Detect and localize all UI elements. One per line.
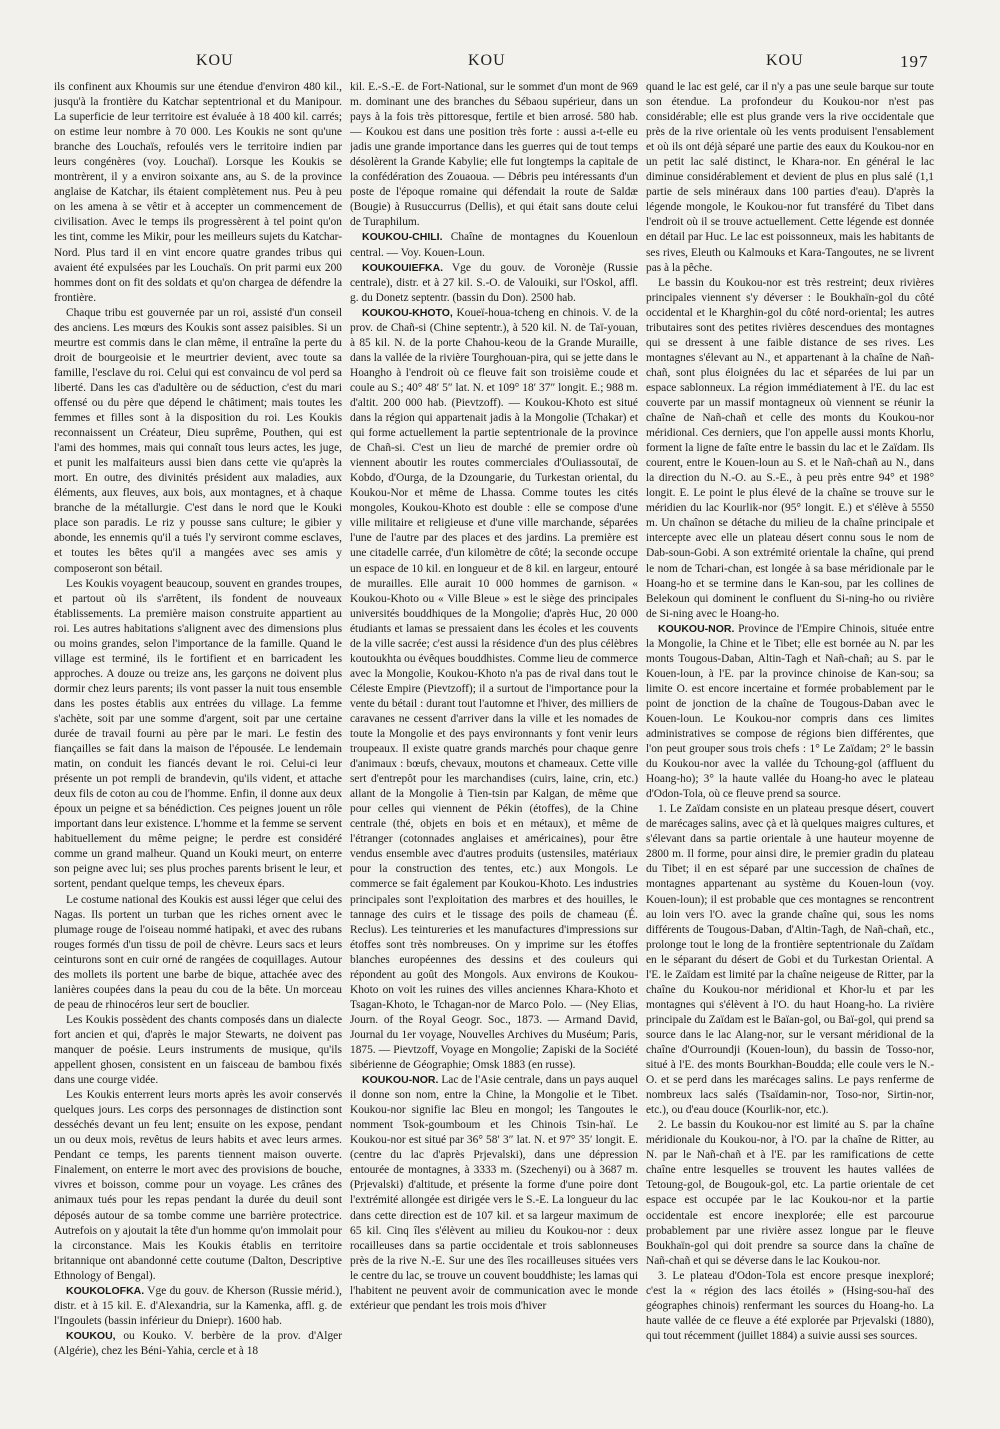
running-head-right: KOU bbox=[766, 52, 804, 69]
paragraph: Chaque tribu est gouvernée par un roi, assisté d'un conseil des anciens. Les mœurs des Koukis sont assez paisibles. Si un meurtre est commis dans le clan même, il entraîne la perte du droit de bourgeoisie et le meurtrier devient, avec toute sa famille, l'esclave du roi. Celui qui est convaincu de vol perd sa liberté. Dans les cas d'adultère ou de séduction, c'est du mari offensé ou du père que dépend le châtiment; mais toutes les femmes et filles sont à la disposition du roi. Les Koukis reconnaissent un Créateur, Dieu suprême, Pouthen, qui est l'ami des hommes, mais qui connaît tous leurs actes, les juge, et punit les malfaiteurs aussi bien dans cette vie qu'après la mort. En outre, des divinités président aux maladies, aux éléments, aux fleuves, aux bois, aux montagnes, et à chaque branche de la métallurgie. C'est dans le nord que le Kouki place son paradis. Le riz y pousse sans culture; le gibier y abonde, les ennemis qu'il a tués l'y serviront comme esclaves, et toutes les bêtes qu'il a mangées avec ses amis y composeront son bétail. bbox=[54, 306, 342, 575]
page-number: 197 bbox=[900, 52, 929, 71]
paragraph: Les Koukis voyagent beaucoup, souvent en grandes troupes, et partout où ils s'arrêtent, ils fondent de nouveaux établissements. La première maison construite appartient au roi. Les autres habitations s'alignent avec des dimensions plus ou moins grandes, selon l'importance de la famille. Quand le village est terminé, ils le fortifient et en barricadent les approches. A douze ou treize ans, les garçons ne doivent plus dormir chez leurs parents; ils vont passer la nuit tous ensemble dans les postes établis aux entrées du village. La femme s'achète, soit par une somme d'argent, soit par une certaine durée de travail fourni au père par le mari. Le festin des fiançailles se fait dans la maison de l'épousée. Le lendemain matin, on conduit les fiancés devant le roi. Celui-ci leur présente un pot rempli de brandevin, qu'ils vident, et attache deux fils de coton au cou de l'homme. Enfin, il donne aux deux époux un peigne et sa bénédiction. Ces peignes jouent un rôle important dans leur existence. L'homme et la femme se servent habituellement du même peigne; le perdre est considéré comme un grand malheur. Quand un Kouki meurt, on enterre son peigne avec lui; ses plus proches parents brisent le leur, et sortent, pendant quelque temps, les cheveux épars. bbox=[54, 577, 342, 891]
paragraph: Le costume national des Koukis est aussi léger que celui des Nagas. Ils portent un turban que les riches ornent avec le plumage rouge de l'oiseau nommé hatipaki, et avec des rubans rouges formés d'un tissu de poil de chèvre. Leurs sacs et leurs ceinturons sont en cuir orné de rangées de coquillages. Autour des mollets ils portent une barbe de bique, attachée avec des lanières coupées dans la peau du cou de la bête. Un morceau de peau de rhinocéros leur sert de bouclier. bbox=[54, 893, 342, 1011]
entry-koukou bbox=[54, 1329, 342, 1359]
paragraph: kil. E.-S.-E. de Fort-National, sur le sommet d'un mont de 969 m. dominant une des branches du Sébaou supérieur, dans un pays à la fois très pittoresque, fertile et bien arrosé. 580 hab. — Koukou est dans une position très forte : aussi a-t-elle eu jadis une grande importance dans les guerres qui de tout temps désolèrent la Grande Kabylie; elle fut longtemps la capitale de la confédération des Zouaoua. — Débris peu intéressants d'un poste de l'époque romaine qui défendait la route de Saldæ (Bougie) à Rusuccurrus (Dellis), et qui était sans doute celui de Turaphilum. bbox=[350, 81, 638, 229]
paragraph: ils confinent aux Khoumis sur une étendue d'environ 480 kil., jusqu'à la frontière du Katchar septentrional et du Manipour. La superficie de leur territoire est évaluée à 18 400 kil. carrés; on estime leur nombre à 70 000. Les Koukis ne sont qu'une branche des Louchaïs, refoulés vers le territoire indien par leurs congénères (voy. Louchaï). Lorsque les Koukis se montrèrent, il y a environ soixante ans, au S. de la province anglaise de Katchar, ils étaient complètement nus. Peu à peu on les amena à se vêtir et à accepter un commencement de civilisation. Avec le temps ils progressèrent à tel point qu'on les tint, comme les Mikir, pour les meilleurs sujets du Katchar-Nord. Plus tard il en vint encore quatre grandes tribus qui avaient été expulsées par les Louchaïs. On prit parmi eux 200 hommes dont on fit des soldats et qu'on chargea de défendre la frontière. bbox=[54, 81, 342, 304]
paragraph: Les Koukis enterrent leurs morts après les avoir conservés quelques jours. Les corps des personnages de distinction sont desséchés devant un feu lent; ensuite on les expose, pendant un ou deux mois, revêtus de leurs habits et avec leurs armes. Pendant ce temps, les parents tiennent maison ouverte. Finalement, on enterre le mort avec des provisions de bouche, vivres et boisson, comme pour un voyage. Les crânes des animaux tués pour les repas pendant la durée du deuil sont déposés autour de sa tombe comme une barrière protectrice. Autrefois on y ajoutait la tête d'un homme qu'on immolait pour la circonstance. Mais les Koukis établis en territoire britannique ont abandonné cette coutume (Dalton, Descriptive Ethnology of Bengal). bbox=[54, 1089, 342, 1282]
entry-text: Province de l'Empire Chinois, située entre la Mongolie, la Chine et le Tibet; elle est bornée au N. par les monts Tougous-Daban, Altin-Tagh et Nañ-chañ; au S. par le Kouen-loun, à l'E. par la province chinoise de Kan-sou; sa limite O. est encore incertaine et formée probablement par le point de jonction de la chaîne de Tougous-Daban avec le Kouen-loun. Le Koukou-nor compris dans ces limites administratives se compose de régions bien différentes, que l'on peut grouper sous trois chefs : 1° Le Zaïdam; 2° le bassin du Koukou-nor avec la vallée du Tchoung-gol (affluent du Hoang-ho); 3° la haute vallée du Hoang-ho avec le plateau d'Odon-Tola, où ce fleuve prend sa source. bbox=[646, 622, 934, 801]
entry-koukou-nor-province bbox=[646, 622, 934, 803]
column-1 bbox=[54, 80, 342, 1420]
entry-text: Chaîne de montagnes du Kouenloun central. — Voy. Kouen-Loun. bbox=[350, 231, 638, 259]
entry-text: ou Kouko. V. berbère de la prov. d'Alger (Algérie), chez les Béni-Yahia, cercle et à 18 bbox=[54, 1329, 342, 1357]
running-head-center: KOU bbox=[468, 52, 506, 69]
entry-text: Vge du gouv. de Voronèje (Russie centrale), distr. et à 27 kil. S.-O. de Valouiki, sur l'Oskol, affl. g. du Donetz septentr. (bassin du Don). 2500 hab. bbox=[350, 261, 638, 304]
paragraph: 2. Le bassin du Koukou-nor est limité au S. par la chaîne méridionale du Koukou-nor, à l'O. par la chaîne de Ritter, au N. par le Nañ-chañ et à l'E. par les ramifications de cette chaîne entre lesquelles se trouvent les hautes vallées de Tetoung-gol, de Bougouk-gol, etc. La partie orientale de cet espace est occupée par le lac Koukou-nor et la partie occidentale est encore inexplorée; elle est parcourue probablement par une rivière assez longue par le fleuve Boukhaïn-gol qui doit prendre sa source dans la chaîne de Nañ-chañ et qui se déverse dans le lac Koukou-nor. bbox=[646, 1119, 934, 1267]
headword: KOUKOU-NOR. bbox=[362, 1074, 439, 1087]
entry-koukolofka bbox=[54, 1284, 342, 1329]
paragraph: Le bassin du Koukou-nor est très restreint; deux rivières principales viennent s'y déverser : le Boukhaïn-gol du côté occidental et le Kharghin-gol du côté nord-oriental; les autres tributaires sont des petites rivières descendues des montagnes qui se dressent à une faible distance de ses rives. Les montagnes s'élevant au N., et appartenant à la chaîne de Nañ-chañ, sont plus éloignées du lac et séparées de lui par un espace sablonneux. La région immédiatement à l'E. du lac est couverte par un massif montagneux où viennent se réunir la chaîne de Nañ-chañ et celle des monts du Koukou-nor méridional. Ces derniers, que l'on appelle aussi monts Khorlu, forment la ligne de faîte entre le bassin du lac et le Zaïdam. Ils courent, entre le Kouen-loun au S. et le Nañ-chañ au N., dans la direction du N.-O. au S.-E., à peu près entre 94° et 198° longit. E. Le point le plus élevé de la chaîne se trouve sur le méridien du lac Kourlik-nor (95° longit. E.) et s'élève à 5550 m. Un chaînon se détache du milieu de la chaîne principale et intercepte avec elle un plateau désert connu sous le nom de Dab-soun-Gobi. A son extrémité orientale la chaîne, qui prend le nom de Tchari-chan, est longée à sa base méridionale par le Hoang-ho et se termine dans le Kan-sou, par les collines de Belekoun qui dominent le confluent du Si-ning-ho ou rivière de Si-ning avec le Hoang-ho. bbox=[646, 276, 934, 620]
entry-koukou-chili bbox=[350, 230, 638, 260]
running-head-left: KOU bbox=[196, 52, 234, 69]
entry-koukou-khoto bbox=[350, 306, 638, 1073]
entry-koukouiefka bbox=[350, 261, 638, 306]
paragraph: Les Koukis possèdent des chants composés dans un dialecte fort ancien et qui, d'après le major Stewarts, ne doivent pas manquer de poésie. Leurs instruments de musique, qu'ils appellent ghosen, consistent en un faisceau de bambou fixés dans une courge vidée. bbox=[54, 1013, 342, 1087]
headword: KOUKOU-KHOTO, bbox=[362, 306, 453, 319]
headword: KOUKOU-CHILI. bbox=[362, 231, 443, 244]
headword: KOUKOLOFKA. bbox=[66, 1284, 145, 1297]
entry-text: Koueï-houa-tcheng en chinois. V. de la prov. de Chañ-si (Chine septentr.), à 520 kil. N. de Taï-youan, à 85 kil. N. de la porte Chahou-keou de la Grande Muraille, dans la vallée de la rivière Tourghouan-pira, qui se jette dans le Hoangho à l'endroit où ce fleuve fait son troisième coude et coule au S.; 40° 48′ 5″ lat. N. et 109° 18′ 37″ longit. E.; 988 m. d'altit. 200 000 hab. (Pievtzoff). — Koukou-Khoto est situé dans la région qui appartenait jadis à la Mongolie (Tchakar) et qui forme actuellement la partie septentrionale de la province de Chañ-si. C'est un lieu de marché de premier ordre où viennent aboutir les routes commerciales d'Ouliassoutaï, de Kobdo, d'Ourga, de la Dzoungarie, du Turkestan oriental, du Koukou-Nor et même de Lhassa. Comme toutes les cités mongoles, Koukou-Khoto est double : elle se compose d'une ville militaire et religieuse et d'une ville marchande, séparées l'une de l'autre par des places et des jardins. La première est une citadelle carrée, d'un kilomètre de côté; la seconde occupe un espace de 10 kil. en longueur et de 8 kil. en largeur, entouré de murailles. Elle aurait 10 000 hommes de garnison. « Koukou-Khoto ou « Ville Bleue » est le siège des principales universités bouddhiques de la Mongolie; d'après Huc, 20 000 étudiants et lamas se pressaient dans les écoles et les couvents de la ville sacrée; c'est aussi la résidence d'un des plus célèbres koutoukhta ou évêques bouddhistes. Comme lieu de commerce avec la Mongolie, Koukou-Khoto n'a pas de rival dans tout le Céleste Empire (Pievtzoff); il a surtout de l'importance pour la vente du bétail : durant tout l'automne et l'hiver, des milliers de caravanes ne cessent d'arriver dans la ville et les nomades de toute la Mongolie et des pays environnants y font venir leurs troupeaux. Il existe quatre grands marchés pour chaque genre d'animaux : bœufs, chevaux, moutons et chameaux. Cette ville sert d'entrepôt pour les marchandises (cuirs, laine, crin, etc.) allant de la Mongolie à Tien-tsin par Kalgan, de même que pour celles qui viennent de Pékin (étoffes), de la Chine centrale (thé, objets en bois et en métaux), et même de l'étranger (cotonnades anglaises et américaines), pour être vendus ensemble avec d'autres produits (ustensiles, matériaux pour la construction des tentes, etc.) aux Mongols. Le commerce se fait également par Koukou-Khoto. Les industries principales sont l'exploitation des marbres et des houilles, le tannage des cuirs et le tissage des poils de chameau (É. Reclus). Les teintureries et les manufactures d'impressions sur étoffes sont très nombreuses. On y imprime sur les étoffes blanches européennes des dessins et des couleurs qui répondent au goût des Mongols. Aux environs de Koukou-Khoto on voit les ruines des villes anciennes Khara-Khoto et Tsagan-Khoto, le Tchagan-nor de Marco Polo. — (Ney Elias, Journ. of the Royal Geogr. Soc., 1873. — Armand David, Journal du 1er voyage, Nouvelles Archives du Muséum; Paris, 1875. — Pievtzoff, Voyage en Mongolie; Zapiski de la Société sibérienne de Géographie; Omsk 1883 (en russe). bbox=[350, 306, 638, 1072]
paragraph: quand le lac est gelé, car il n'y a pas une seule barque sur toute son étendue. La profondeur du Koukou-nor n'est pas considérable; elle est plus grande vers la rive occidentale que près de la rive orientale où les vents produisent l'ensablement et où ils ont déjà séparé une partie des eaux du Koukou-nor en un petit lac salé distinct, le Khara-nor. En général le lac diminue considérablement et devient de plus en plus salé (1,1 partie de sels minéraux dans 100 parties d'eau). D'après la légende mongole, le Koukou-nor fut transféré du Tibet dans l'endroit où il se trouve actuellement. Cette légende est donnée en détail par Huc. Le lac est poissonneux, mais les habitants de ses rives, Eleuth ou Kalmouks et Kara-Tangoutes, ne se livrent pas à la pêche. bbox=[646, 81, 934, 274]
paragraph: 3. Le plateau d'Odon-Tola est encore presque inexploré; c'est la « région des lacs étoilés » (Hsing-sou-haï des géographes chinois) renfermant les sources du Hoang-ho. La haute vallée de ce fleuve a été explorée par Prjevalski (1880), qui tout récemment (juillet 1884) a suivie aussi ses sources. bbox=[646, 1269, 934, 1342]
column-2 bbox=[350, 80, 638, 1420]
headword: KOUKOU-NOR. bbox=[658, 622, 735, 635]
headword: KOUKOU, bbox=[66, 1329, 116, 1342]
column-3 bbox=[646, 80, 934, 1420]
entry-koukou-nor-lake bbox=[350, 1073, 638, 1314]
headword: KOUKOUIEFKA. bbox=[362, 261, 444, 274]
paragraph: 1. Le Zaïdam consiste en un plateau presque désert, couvert de marécages salins, avec çà et là quelques maigres cultures, et s'élevant dans sa partie orientale à une hauteur moyenne de 2800 m. Il forme, pour ainsi dire, le premier gradin du plateau du Tibet; il en est séparé par une succession de chaînes de montagnes appartenant au système du Kouen-loun (voy. Kouen-loun); il est probable que ces montagnes se rencontrent au loin vers l'O. avec la grande chaîne qui, sous les noms différents de Tougous-Daban, d'Altin-Tagh, de Nañ-chañ, etc., prolonge tout le long de la frontière septentrionale du Zaïdam en le séparant du désert de Gobi et du Turkestan Oriental. A l'E. le Zaïdam est limité par la chaîne neigeuse de Ritter, par la chaîne du Koukou-nor méridional et Khor-lu et par les montagnes qui s'élèvent à l'O. du haut Hoang-ho. La rivière principale du Zaïdam est le Baïan-gol, ou Baï-gol, qui prend sa source dans le lac Alang-nor, sur le versant méridional de la chaîne d'Ourroundji (Kouen-loun), du bassin de Tosso-nor, situé à l'E. des monts Bourkhan-Boudda; elle coule vers le N.-O. et se perd dans les marécages salins. Le pays renferme de nombreux lacs salés (Tsaïdamin-nor, Toso-nor, Sirtin-nor, etc.), ou d'eau douce (Kourlik-nor, etc.). bbox=[646, 803, 934, 1117]
entry-text: Vge du gouv. de Kherson (Russie mérid.), distr. et à 15 kil. E. d'Alexandria, sur la Kamenka, affl. g. de l'Ingoulets (bassin inférieur du Dniepr). 1600 hab. bbox=[54, 1284, 342, 1327]
entry-text: Lac de l'Asie centrale, dans un pays auquel il donne son nom, entre la Chine, la Mongolie et le Tibet. Koukou-nor signifie lac Bleu en mongol; les Tangoutes le nomment Tsok-goumboum et les Chinois Tsin-haï. Le Koukou-nor est situé par 36° 58′ 3″ lat. N. et 97° 35′ longit. E. (centre du lac d'après Prjevalski), dans une dépression entourée de montagnes, à 3333 m. (Szechenyi) ou à 3687 m. (Prjevalski) d'altitude, et présente la forme d'une poire dont l'extrémité allongée est dirigée vers le S.-E. La longueur du lac dans cette direction est de 107 kil. et sa largeur maximum de 65 kil. Cinq îles s'élèvent au milieu du Koukou-nor : deux rocailleuses dans sa partie occidentale et trois sablonneuses près de la rive N.-E. Sur une des îles rocailleuses situées vers le centre du lac, se trouve un couvent bouddhiste; les lamas qui l'habitent ne peuvent avoir de communication avec le monde extérieur que pendant les trois mois d'hiver bbox=[350, 1074, 638, 1312]
